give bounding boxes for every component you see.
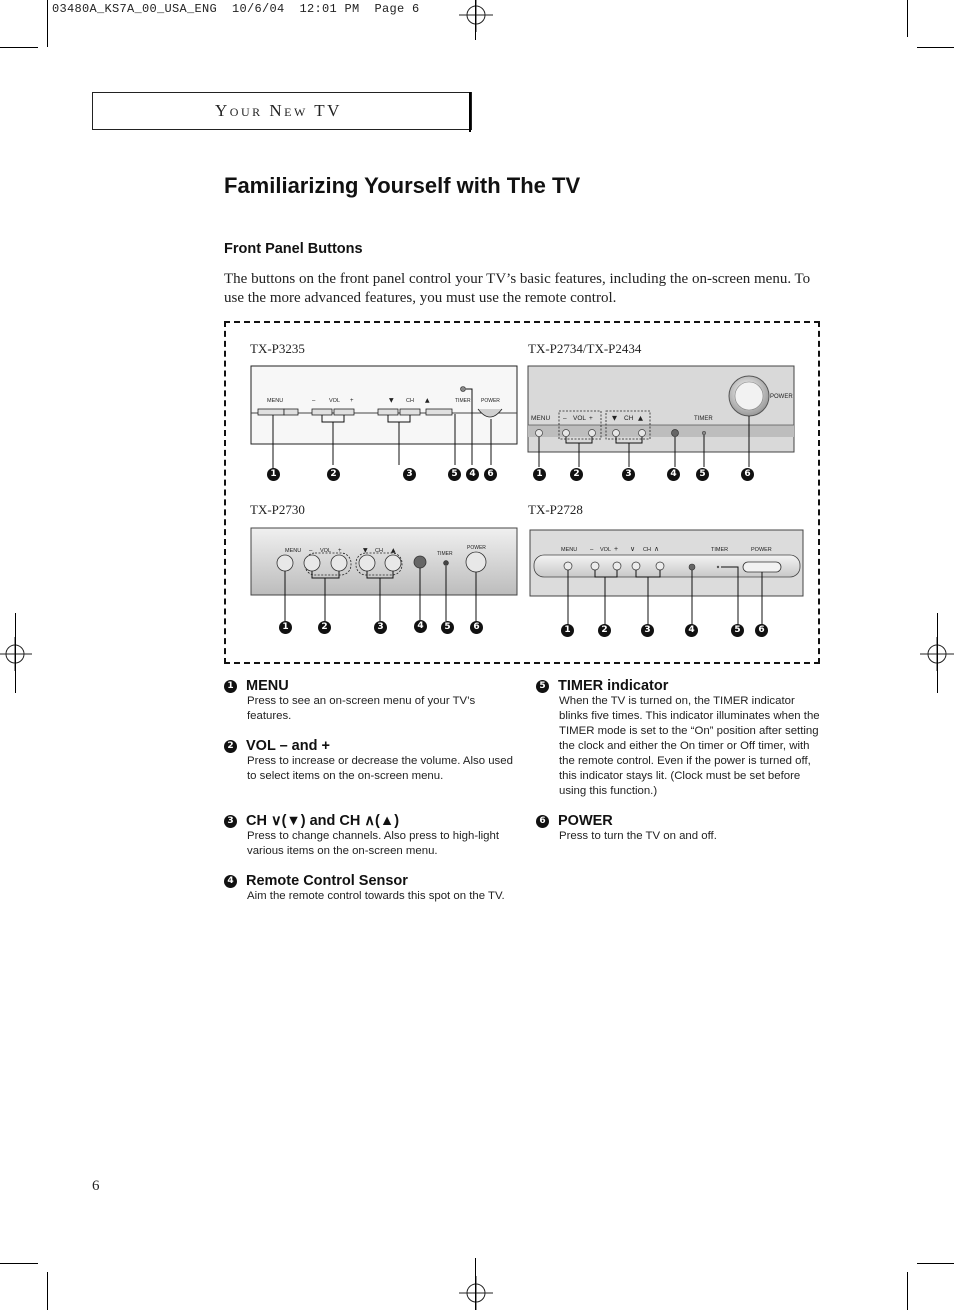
panel-label-plus: + <box>614 546 619 553</box>
callout-number: 1 <box>224 680 237 693</box>
description-title: CH ∨(▼) and CH ∧(▲) <box>246 813 400 829</box>
callout-number: 6 <box>484 468 497 481</box>
callout-number: 5 <box>441 621 454 634</box>
panel-label-plus: + <box>338 548 342 554</box>
panel-label-power: POWER <box>467 545 486 551</box>
callout-number: 2 <box>327 468 340 481</box>
registration-mark-icon <box>0 637 32 671</box>
callout-number: 1 <box>533 468 546 481</box>
panel-label-ch-up: ▲ <box>638 414 643 422</box>
description-remote-sensor <box>224 873 514 904</box>
callout-number: 5 <box>731 624 744 637</box>
callout-number: 5 <box>448 468 461 481</box>
model-label: TX-P2728 <box>528 502 583 517</box>
callout-number: 1 <box>561 624 574 637</box>
panel-label-minus: – <box>312 398 316 404</box>
crop-mark <box>0 1263 38 1264</box>
crop-mark <box>907 0 908 37</box>
callout-number: 6 <box>755 624 768 637</box>
panel-label-menu: MENU <box>267 398 284 404</box>
page-number: 6 <box>92 1178 100 1194</box>
crop-mark <box>15 613 16 693</box>
crop-mark <box>917 1263 954 1264</box>
page-title: Familiarizing Yourself with The TV <box>224 173 581 198</box>
model-label: TX-P2734/TX-P2434 <box>528 341 642 356</box>
callout-number: 4 <box>685 624 698 637</box>
callout-number: 6 <box>470 621 483 634</box>
callout-number: 2 <box>570 468 583 481</box>
printer-slug-line: 03480A_KS7A_00_USA_ENG 10/6/04 12:01 PM Page 6 <box>52 2 420 16</box>
panel-label-minus: – <box>309 548 313 554</box>
panel-label-power: POWER <box>770 394 793 400</box>
crop-mark <box>47 1272 48 1310</box>
callout-number: 6 <box>741 468 754 481</box>
description-text: Press to turn the TV on and off. <box>559 830 717 842</box>
callout-number: 3 <box>622 468 635 481</box>
description-title: VOL – and + <box>246 738 330 754</box>
panel-label-timer: TIMER <box>694 416 713 422</box>
crop-mark <box>47 0 48 47</box>
panel-label-ch-down: ▼ <box>363 547 368 554</box>
panel-label-plus: + <box>589 415 593 422</box>
callout-number: 2 <box>318 621 331 634</box>
description-text: Press to change channels. Also press to high-light various items on the on-screen menu. <box>247 830 500 857</box>
callout-number: 4 <box>667 468 680 481</box>
callout-number: 4 <box>414 620 427 633</box>
panel-label-ch-up: ∧ <box>654 545 660 553</box>
description-title: Remote Control Sensor <box>246 873 408 889</box>
description-channel <box>224 813 514 859</box>
description-title: POWER <box>558 813 613 829</box>
description-text: Press to see an on-screen menu of your TV’s features. <box>247 695 476 722</box>
crop-mark <box>475 0 476 40</box>
description-power <box>536 813 822 844</box>
panel-label-vol: VOL <box>573 415 587 422</box>
panel-label-power: POWER <box>481 398 500 404</box>
panel-label-vol: VOL <box>329 398 341 404</box>
crop-mark <box>917 47 954 48</box>
model-label: TX-P2730 <box>250 502 305 517</box>
panel-label-timer: TIMER <box>455 398 471 404</box>
intro-paragraph: The buttons on the front panel control your TV’s basic features, including the on-screen menu. To use the more advanced features, you must use the remote control. <box>224 271 811 306</box>
panel-label-ch-down: ∨ <box>630 545 636 553</box>
panel-label-ch: CH <box>624 415 634 422</box>
description-text: Aim the remote control towards this spot on the TV. <box>247 890 505 902</box>
panel-label-ch: CH <box>643 547 651 553</box>
callout-number: 6 <box>536 815 549 828</box>
panel-label-ch-up: ▲ <box>391 547 396 554</box>
description-text: Press to increase or decrease the volume. Also used to select items on the on-screen menu. <box>247 755 513 782</box>
description-volume <box>224 738 514 784</box>
panel-label-ch-down: ▼ <box>389 397 394 404</box>
callout-number: 2 <box>598 624 611 637</box>
callout-number: 3 <box>224 815 237 828</box>
callout-number: 5 <box>696 468 709 481</box>
panel-label-power: POWER <box>751 547 772 553</box>
front-panel-tx-p2730 <box>250 527 518 627</box>
callout-number: 2 <box>224 740 237 753</box>
panel-label-ch: CH <box>406 398 414 404</box>
running-head-text: Your New TV <box>215 101 342 120</box>
crop-mark <box>475 1258 476 1310</box>
callout-number: 1 <box>279 621 292 634</box>
panel-label-ch: CH <box>375 548 383 554</box>
description-timer <box>536 678 822 799</box>
panel-label-timer: TIMER <box>711 547 729 553</box>
panel-label-menu: MENU <box>561 547 578 553</box>
description-title: TIMER indicator <box>558 678 669 694</box>
panel-label-menu: MENU <box>285 548 302 554</box>
registration-mark-icon <box>459 1276 493 1310</box>
panel-label-timer: TIMER <box>437 551 453 557</box>
panel-label-minus: – <box>563 415 567 422</box>
panel-label-vol: VOL <box>600 547 612 553</box>
callout-number: 3 <box>374 621 387 634</box>
callout-number: 1 <box>267 468 280 481</box>
panel-label-plus: + <box>350 398 354 404</box>
panel-label-vol: VOL <box>320 548 332 554</box>
panel-label-menu: MENU <box>531 415 551 422</box>
description-menu <box>224 678 514 724</box>
crop-mark <box>0 47 38 48</box>
section-title: Front Panel Buttons <box>224 241 363 257</box>
callout-number: 5 <box>536 680 549 693</box>
registration-mark-icon <box>459 0 493 32</box>
description-title: MENU <box>246 678 289 694</box>
running-head <box>92 92 472 130</box>
panel-label-ch-up: ▲ <box>425 397 430 404</box>
panel-label-ch-down: ▼ <box>612 414 617 422</box>
panel-label-minus: – <box>590 547 594 553</box>
front-panel-tx-p2734 <box>527 365 797 485</box>
callout-number: 4 <box>224 875 237 888</box>
description-text: When the TV is turned on, the TIMER indicator blinks five times. This indicator illuminates when the TIMER mode is set to the “On” position after setting the clock and either the On timer or Off timer, with the remote control. Even if the power is turned off, this indicator stays lit. (Clock must be set before using this function.) <box>559 695 820 797</box>
model-label: TX-P3235 <box>250 341 305 356</box>
running-head-bar <box>469 92 471 132</box>
front-panel-tx-p2728 <box>529 529 805 639</box>
callout-number: 3 <box>403 468 416 481</box>
callout-number: 4 <box>466 468 479 481</box>
crop-mark <box>907 1272 908 1310</box>
crop-mark <box>937 613 938 693</box>
front-panel-tx-p3235 <box>250 365 518 485</box>
callout-number: 3 <box>641 624 654 637</box>
